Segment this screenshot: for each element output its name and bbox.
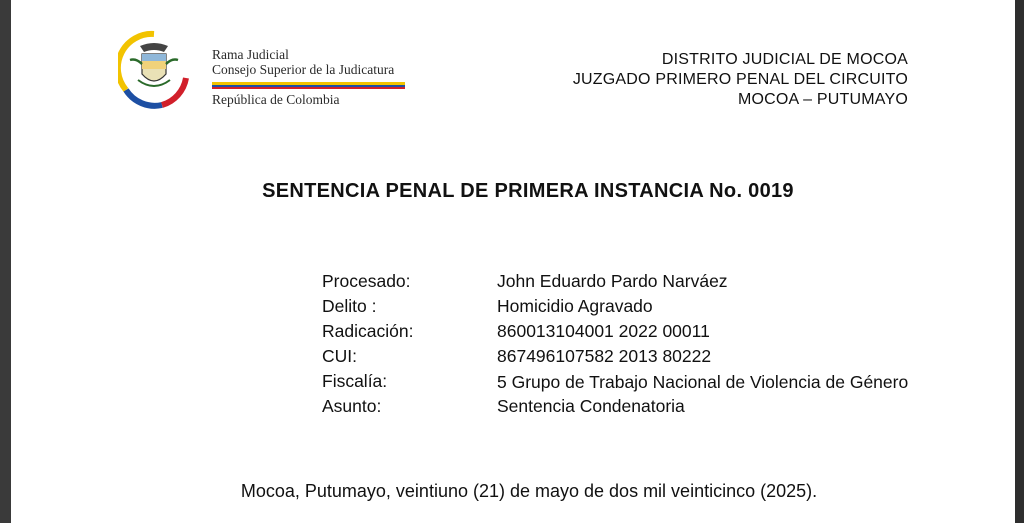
field-label: CUI: xyxy=(322,346,357,366)
field-row-procesado xyxy=(322,271,910,291)
field-label: Fiscalía: xyxy=(322,371,388,391)
court-line-1: DISTRITO JUDICIAL DE MOCOA xyxy=(661,51,908,68)
court-header xyxy=(573,50,908,110)
field-value: 867496107582 2013 80222 xyxy=(497,346,712,366)
institution-line-2: Consejo Superior de la Judicatura xyxy=(212,62,395,77)
field-label: Procesado: xyxy=(322,271,411,291)
institution-line-3: República de Colombia xyxy=(212,92,340,107)
field-value: John Eduardo Pardo Narváez xyxy=(497,271,728,291)
rama-judicial-logo xyxy=(118,30,190,110)
field-value: Homicidio Agravado xyxy=(497,296,653,316)
date-line: Mocoa, Putumayo, veintiuno (21) de mayo de dos mil veinticinco (2025). xyxy=(240,481,818,501)
court-line-2: JUZGADO PRIMERO PENAL DEL CIRCUITO xyxy=(572,71,908,88)
court-line-3: MOCOA – PUTUMAYO xyxy=(737,91,908,108)
field-row-fiscalia xyxy=(322,371,910,393)
field-row-cui xyxy=(322,346,910,366)
field-row-radicacion xyxy=(322,321,910,341)
field-label: Radicación: xyxy=(322,321,414,341)
flag-rule-red xyxy=(212,87,405,89)
field-value: 5 Grupo de Trabajo Nacional de Violencia de Género xyxy=(497,372,909,392)
right-edge xyxy=(1015,0,1024,523)
institution-line-1: Rama Judicial xyxy=(212,47,289,62)
case-fields xyxy=(322,271,910,421)
field-value: Sentencia Condenatoria xyxy=(497,396,685,416)
field-label: Asunto: xyxy=(322,396,382,416)
field-row-asunto xyxy=(322,396,910,416)
field-label: Delito : xyxy=(322,296,377,316)
document-title: SENTENCIA PENAL DE PRIMERA INSTANCIA No. 0019 xyxy=(262,180,794,202)
left-edge xyxy=(0,0,11,523)
flag-rule xyxy=(212,82,405,85)
field-row-delito xyxy=(322,296,910,316)
field-value: 860013104001 2022 00011 xyxy=(497,321,710,341)
institution-block xyxy=(212,47,405,107)
